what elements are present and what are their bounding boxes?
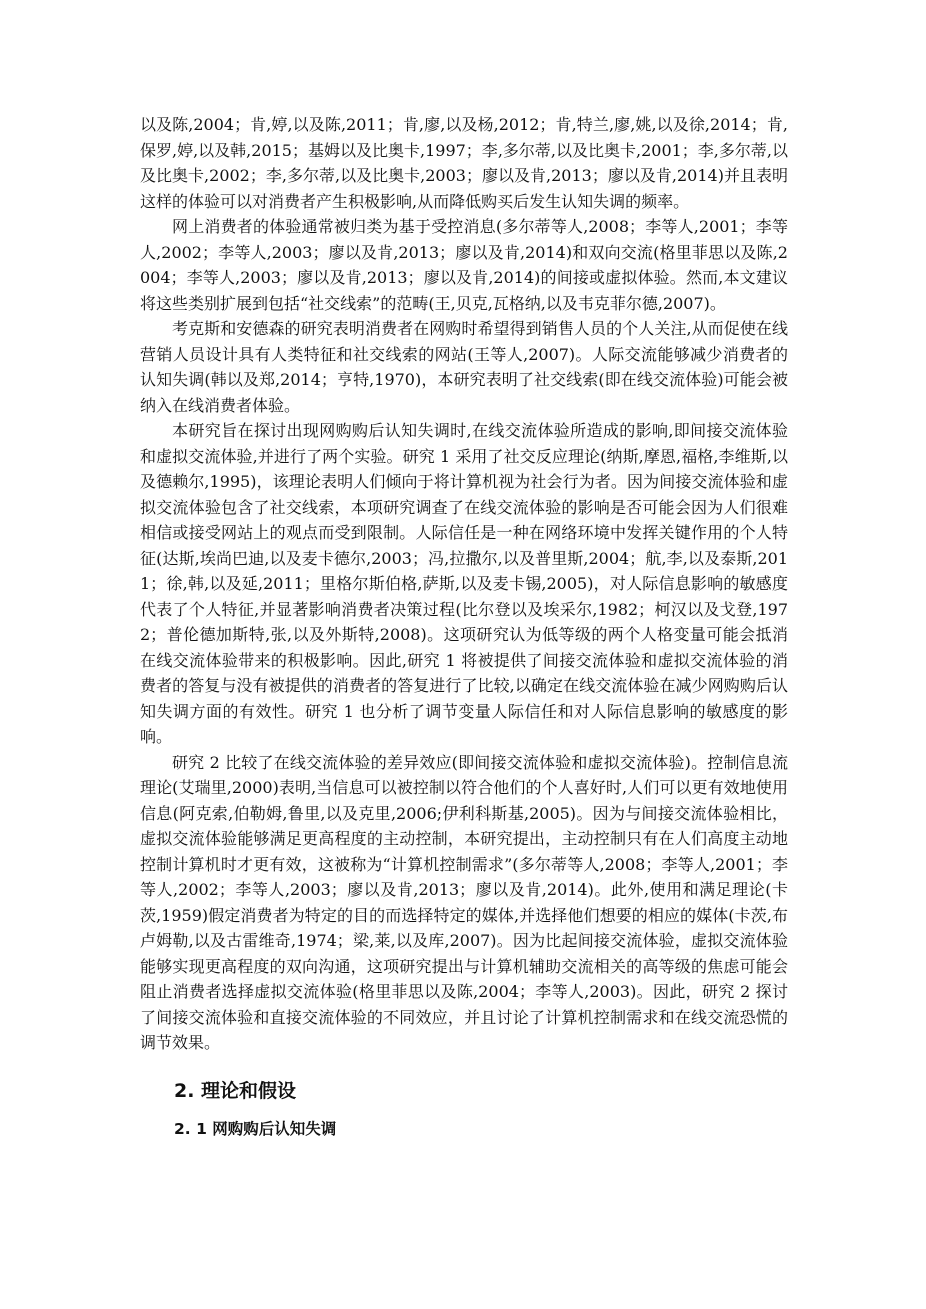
document-body [140,112,788,1142]
paragraph-4: 本研究旨在探讨出现网购购后认知失调时,在线交流体验所造成的影响,即间接交流体验和虚拟交流体验,并进行了两个实验。研究 1 采用了社交反应理论(纳斯,摩恩,福格,李维斯,以及德赖尔,1995)，该理论表明人们倾向于将计算机视为社会行为者。因为间接交流体验和虚拟交流体验包含了社交线索，本项研究调查了在线交流体验的影响是否可能会因为人们很难相信或接受网站上的观点而受到限制。人际信任是一种在网络环境中发挥关键作用的个人特征(达斯,埃尚巴迪,以及麦卡德尔,2003；冯,拉撒尔,以及普里斯,2004；航,李,以及泰斯,2011；徐,韩,以及延,2011；里格尔斯伯格,萨斯,以及麦卡锡,2005)，对人际信息影响的敏感度代表了个人特征,并显著影响消费者决策过程(比尔登以及埃采尔,1982；柯汉以及戈登,1972；普伦德加斯特,张,以及外斯特,2008)。这项研究认为低等级的两个人格变量可能会抵消在线交流体验带来的积极影响。因此,研究 1 将被提供了间接交流体验和虚拟交流体验的消费者的答复与没有被提供的消费者的答复进行了比较,以确定在线交流体验在减少网购购后认知失调方面的有效性。研究 1 也分析了调节变量人际信任和对人际信息影响的敏感度的影响。 [140,421,788,746]
paragraph-2: 网上消费者的体验通常被归类为基于受控消息(多尔蒂等人,2008；李等人,2001；李等人,2002；李等人,2003；廖以及肯,2013；廖以及肯,2014)和双向交流(格里菲思以及陈,2004；李等人,2003；廖以及肯,2013；廖以及肯,2014)的间接或虚拟体验。然而,本文建议将这些类别扩展到包括“社交线索”的范畴(王,贝克,瓦格纳,以及韦克菲尔德,2007)。 [140,217,788,313]
paragraph-1: 以及陈,2004；肯,婷,以及陈,2011；肯,廖,以及杨,2012；肯,特兰,廖,姚,以及徐,2014；肯,保罗,婷,以及韩,2015；基姆以及比奥卡,1997；李,多尔蒂,以及比奥卡,2001；李,多尔蒂,以及比奥卡,2002；李,多尔蒂,以及比奥卡,2003；廖以及肯,2013；廖以及肯,2014)并且表明这样的体验可以对消费者产生积极影响,从而降低购买后发生认知失调的频率。 [140,115,788,211]
paragraph-3: 考克斯和安德森的研究表明消费者在网购时希望得到销售人员的个人关注,从而促使在线营销人员设计具有人类特征和社交线索的网站(王等人,2007)。人际交流能够减少消费者的认知失调(韩以及郑,2014；亨特,1970)，本研究表明了社交线索(即在线交流体验)可能会被纳入在线消费者体验。 [140,319,788,415]
subsection-heading: 2. 1 网购购后认知失调 [174,1119,337,1138]
paragraph-5: 研究 2 比较了在线交流体验的差异效应(即间接交流体验和虚拟交流体验)。控制信息流理论(艾瑞里,2000)表明,当信息可以被控制以符合他们的个人喜好时,人们可以更有效地使用信息(阿克索,伯勒姆,鲁里,以及克里,2006;伊利科斯基,2005)。因为与间接交流体验相比，虚拟交流体验能够满足更高程度的主动控制，本研究提出，主动控制只有在人们高度主动地控制计算机时才更有效，这被称为“计算机控制需求”(多尔蒂等人,2008；李等人,2001；李等人,2002；李等人,2003；廖以及肯,2013；廖以及肯,2014)。此外,使用和满足理论(卡茨,1959)假定消费者为特定的目的而选择特定的媒体,并选择他们想要的相应的媒体(卡茨,布卢姆勒,以及古雷维奇,1974；梁,莱,以及库,2007)。因为比起间接交流体验，虚拟交流体验能够实现更高程度的双向沟通，这项研究提出与计算机辅助交流相关的高等级的焦虑可能会阻止消费者选择虚拟交流体验(格里菲思以及陈,2004；李等人,2003)。因此，研究 2 探讨了间接交流体验和直接交流体验的不同效应，并且讨论了计算机控制需求和在线交流恐慌的调节效果。 [140,752,788,1052]
section-heading: 2. 理论和假设 [174,1079,297,1102]
